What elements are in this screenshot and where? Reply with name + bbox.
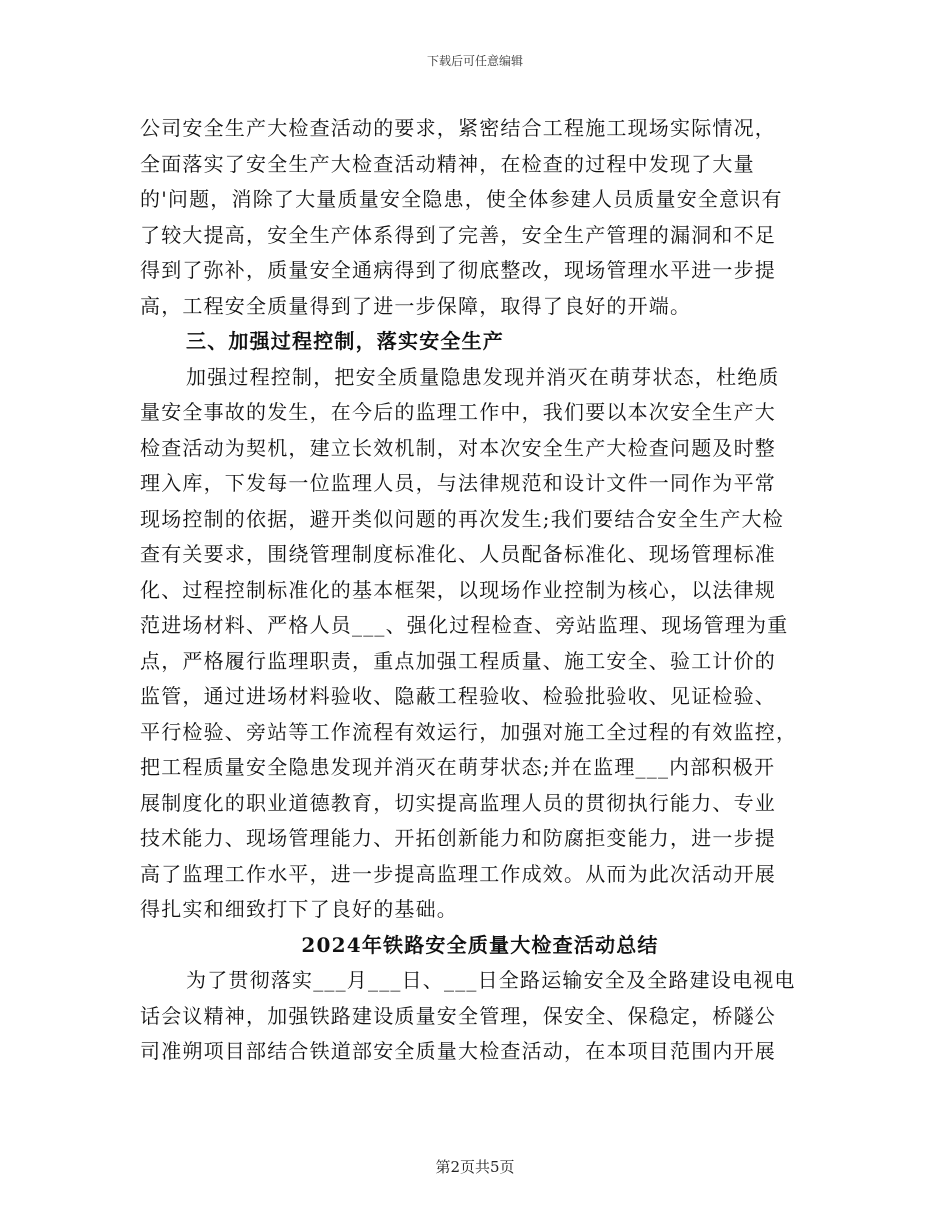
document-body [140,111,820,1070]
document-title: 2024年铁路安全质量大检查活动总结 [301,932,659,957]
paragraph-line: 得扎实和细致打下了良好的基础。 [140,897,458,921]
paragraph-line: 点，严格履行监理职责，重点加强工程质量、施工安全、验工计价的 [140,648,776,673]
paragraph-line: 理入库，下发每一位监理人员，与法律规范和设计文件一同作为平常 [140,471,776,495]
paragraph-line: 的'问题，消除了大量质量安全隐患，使全体参建人员质量安全意识有 [140,187,783,211]
paragraph-line: 范进场材料、严格人员___、强化过程检查、旁站监理、现场管理为重 [140,613,789,637]
paragraph-line: 了较大提高，安全生产体系得到了完善，安全生产管理的漏洞和不足 [140,222,776,247]
paragraph-line: 公司安全生产大检查活动的要求，紧密结合工程施工现场实际情况， [140,116,776,140]
section-heading: 三、加强过程控制，落实安全生产 [186,329,504,353]
paragraph-line: 量安全事故的发生，在今后的监理工作中，我们要以本次安全生产大 [140,400,776,424]
paragraph-line: 化、过程控制标准化的基本框架，以现场作业控制为核心，以法律规 [140,577,776,602]
paragraph-line: 话会议精神，加强铁路建设质量安全管理，保安全、保稳定，桥隧公 [140,1003,776,1028]
paragraph-line: 全面落实了安全生产大检查活动精神，在检查的过程中发现了大量 [140,151,755,176]
page-footer: 第2页共5页 [435,1158,515,1176]
paragraph-line: 监管，通过进场材料验收、隐蔽工程验收、检验批验收、见证检验、 [140,684,776,708]
paragraph-line: 查有关要求，围绕管理制度标准化、人员配备标准化、现场管理标准 [140,542,776,566]
paragraph-line: 展制度化的职业道德教育，切实提高监理人员的贯彻执行能力、专业 [140,790,776,815]
paragraph-line: 平行检验、旁站等工作流程有效运行，加强对施工全过程的有效监控， [140,719,798,744]
paragraph-line: 现场控制的依据，避开类似问题的再次发生;我们要结合安全生产大检 [140,506,784,531]
paragraph-line: 把工程质量安全隐患发现并消灭在萌芽状态;并在监理___内部积极开 [140,755,776,779]
paragraph-line: 检查活动为契机，建立长效机制，对本次安全生产大检查问题及时整 [140,435,776,460]
page-header: 下载后可任意编辑 [426,54,523,68]
paragraph-line: 为了贯彻落实___月___日、___日全路运输安全及全路建设电视电 [186,968,796,992]
paragraph-line: 加强过程控制，把安全质量隐患发现并消灭在萌芽状态，杜绝质 [186,364,780,389]
paragraph-line: 得到了弥补，质量安全通病得到了彻底整改，现场管理水平进一步提 [140,258,776,282]
paragraph-line: 高了监理工作水平，进一步提高监理工作成效。从而为此次活动开展 [140,861,776,886]
paragraph-line: 司准朔项目部结合铁道部安全质量大检查活动，在本项目范围内开展 [140,1039,776,1063]
paragraph-line: 技术能力、现场管理能力、开拓创新能力和防腐拒变能力，进一步提 [140,826,776,850]
paragraph-line: 高，工程安全质量得到了进一步保障，取得了良好的开端。 [140,293,692,318]
